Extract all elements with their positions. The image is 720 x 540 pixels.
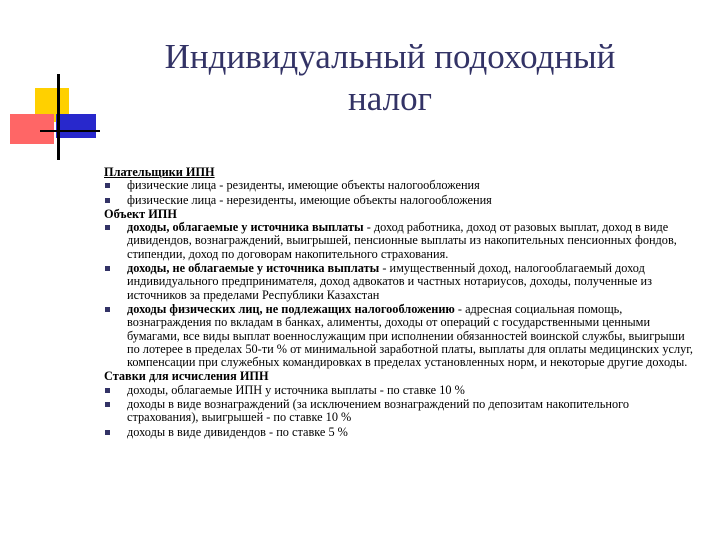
square-bullet-icon [105,225,110,230]
payers-heading: Плательщики ИПН [104,165,215,179]
object-item-text: - имущественный доход, налогооблагаемый доход индивидуального предпринимателя, доход адвокатов и частных нотариусов, доходы, полученные из источников за пределами Республики Казахстан [127,261,652,302]
list-item [104,303,694,369]
payers-item-text: физические лица - нерезиденты, имеющие объекты налогообложения [127,192,492,207]
object-item-bold-term: доходы, не облагаемые у источника выплаты [127,261,380,276]
object-heading: Объект ИПН [104,206,177,221]
list-item [104,398,694,425]
slide-title-line1: Индивидуальный подоходный [164,37,616,76]
square-bullet-icon [105,307,110,312]
square-bullet-icon [105,388,110,393]
rates-heading: Ставки для исчисления ИПН [104,369,269,384]
object-item-bold-term: доходы физических лиц, не подлежащих налогообложению [127,301,455,316]
list-item [104,221,694,261]
decor-horizontal-line [40,130,100,132]
decor-red-rectangle [10,114,54,144]
square-bullet-icon [105,183,110,188]
object-item-text: - адресная социальная помощь, вознаграждения по вкладам в банках, алименты, доходы от операций с государственными ценными бумагами, все виды выплат военнослужащим при исполнении обязанностей воинской службы, выигрыши по лотерее в пределах 50-ти % от минимальной заработной платы, выплаты для оплаты медицинских услуг, компенсации при служебных командировках в пределах установленных норм, и некоторые другие доходы. [127,301,693,370]
list-item [104,426,694,439]
decor-vertical-line [57,74,60,160]
list-item [104,384,694,397]
square-bullet-icon [105,430,110,435]
object-item-bold-term: доходы, облагаемые у источника выплаты [127,220,364,235]
decor-blue-rectangle [56,114,96,138]
square-bullet-icon [105,402,110,407]
square-bullet-icon [105,198,110,203]
list-item [104,194,694,207]
list-item [104,179,694,192]
rates-item-text: доходы, облагаемые ИПН у источника выплаты - по ставке 10 % [127,382,465,397]
rates-item-text: доходы в виде вознаграждений (за исключением вознаграждений по депозитам накопительного страхования), выигрышей - по ставке 10 % [127,397,629,425]
rates-item-text: доходы в виде дивидендов - по ставке 5 % [127,424,348,439]
slide-body [104,165,694,440]
list-item [104,262,694,302]
slide-title-line2: налог [348,79,432,118]
object-item-text: - доход работника, доход от разовых выплат, доход в виде дивидендов, вознаграждений, выигрышей, пенсионные выплаты из накопительных пенсионных фондов, стипендии, доход по договорам накопительного страхования. [127,220,677,261]
slide-title [110,36,670,120]
square-bullet-icon [105,266,110,271]
payers-item-text: физические лица - резиденты, имеющие объекты налогообложения [127,178,480,193]
